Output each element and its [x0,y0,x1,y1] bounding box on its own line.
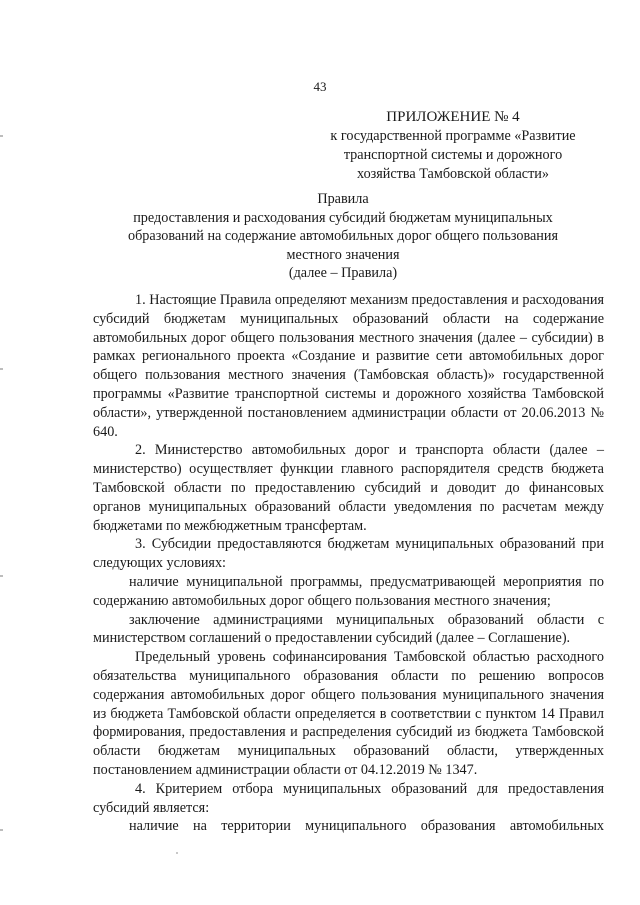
scan-mark [0,829,3,831]
scan-mark [0,135,3,137]
criterion-line: наличие на территории муниципального образования автомобильных [129,818,604,835]
appendix-line: к государственной программе «Развитие [330,128,576,144]
heading-line: (далее – Правила) [288,265,398,281]
cofinancing-paragraph: Предельный уровень софинансирования Тамбовской областью расходного обязательства муниципального образования области по решению вопросов содержания автомобильных дорог общего пользования муниципального значения из бюджета Тамбовской области определяется в соответствии с пунктом 14 Правил формирования, предоставления и распределения субсидий из бюджета Тамбовской области бюджетам муниципальных образований области, утвержденных постановлением администрации области от 04.12.2019 № 1347. [93,649,604,778]
appendix-block [318,108,588,184]
scan-mark [0,575,3,577]
heading-line: местного значения [286,246,400,263]
paragraph-1: 1. Настоящие Правила определяют механизм предоставления и расходования субсидий бюджетам муниципальных образований области на содержание автомобильных дорог общего пользования местного значения (далее – субсидии) в рамках регионального проекта «Создание и развитие сети автомобильных дорог общего пользования местного значения (Тамбовская область)» государственной программы «Развитие транспортной системы и дорожного хозяйства Тамбовской области», утвержденной постановлением администрации области от 20.06.2013 № 640. [93,292,604,440]
heading-line: образований на содержание автомобильных дорог общего пользования [128,228,558,244]
heading-line: Правила [317,191,369,207]
appendix-line: хозяйства Тамбовской области» [357,166,549,182]
page-number: 43 [313,79,327,94]
scan-dot [176,852,178,854]
condition-agreement: заключение администрациями муниципальных образований области с министерством соглашений о предоставлении субсидий (далее – Соглашение). [93,611,604,647]
paragraph-4: 4. Критерием отбора муниципальных образований для предоставления субсидий является: [93,780,604,816]
document-body [93,291,604,836]
paragraph-2: 2. Министерство автомобильных дорог и транспорта области (далее – министерство) осуществляет функции главного распорядителя средств бюджета Тамбовской области по предоставлению субсидий и доводит до финансовых органов муниципальных образований области уведомления по расчетам между бюджетами по межбюджетным трансфертам. [93,442,604,534]
heading-line: предоставления и расходования субсидий бюджетам муниципальных [133,209,553,226]
appendix-line: транспортной системы и дорожного [343,147,563,163]
scan-mark [0,368,3,370]
appendix-title: ПРИЛОЖЕНИЕ № 4 [386,109,520,125]
paragraph-3: 3. Субсидии предоставляются бюджетам муниципальных образований при следующих условиях: [93,536,604,572]
rules-heading [108,190,578,283]
condition-program: наличие муниципальной программы, предусматривающей мероприятия по содержанию автомобильных дорог общего пользования местного значения; [93,573,604,609]
